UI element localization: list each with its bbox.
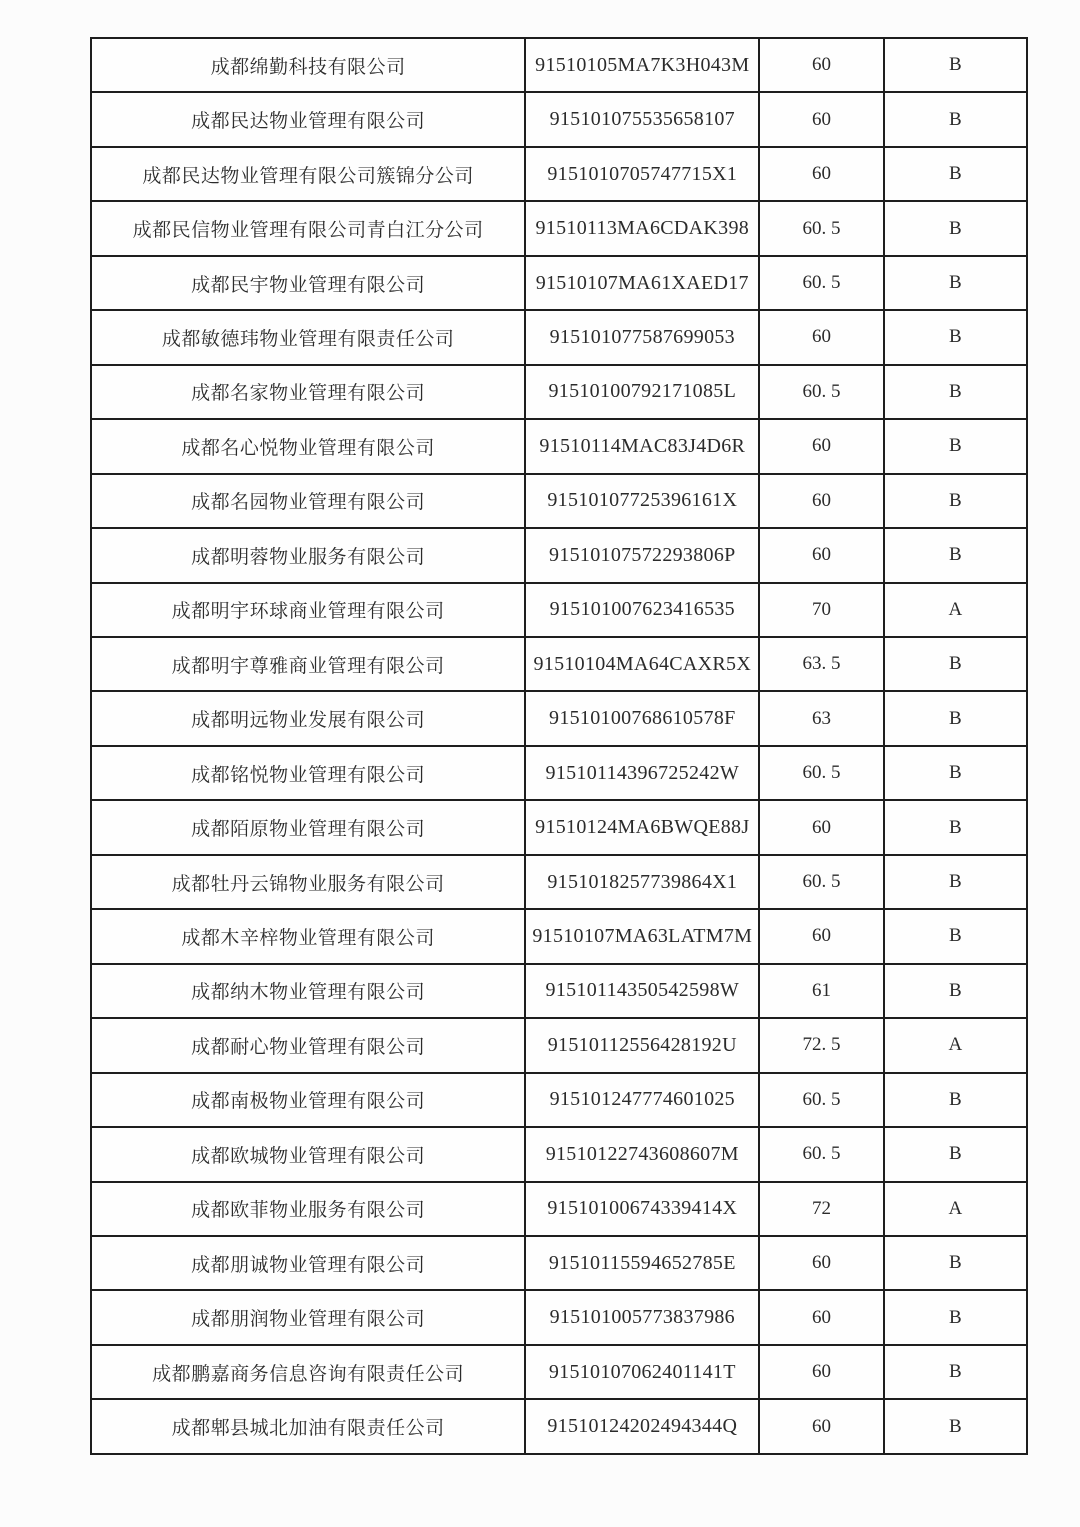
company-name-cell: 成都耐心物业管理有限公司 [91,1018,525,1072]
company-name-cell: 成都民达物业管理有限公司 [91,92,525,146]
score-cell: 70 [759,583,883,637]
credit-code-cell: 91510104MA64CAXR5X [525,637,759,691]
grade-cell: B [884,855,1027,909]
grade-cell: B [884,528,1027,582]
credit-code-cell: 91510115594652785E [525,1236,759,1290]
grade-cell: B [884,800,1027,854]
table-row [91,691,1027,745]
company-name-cell: 成都名心悦物业管理有限公司 [91,419,525,473]
grade-cell: B [884,310,1027,364]
score-cell: 60 [759,909,883,963]
table-row [91,746,1027,800]
score-cell: 60 [759,474,883,528]
grade-cell: B [884,256,1027,310]
table-row [91,1127,1027,1181]
table-row [91,256,1027,310]
grade-cell: B [884,909,1027,963]
table-row [91,528,1027,582]
table-row [91,800,1027,854]
company-name-cell: 成都纳木物业管理有限公司 [91,964,525,1018]
company-name-cell: 成都绵勤科技有限公司 [91,38,525,92]
table-row [91,38,1027,92]
score-cell: 60 [759,419,883,473]
grade-cell: B [884,1345,1027,1399]
credit-code-cell: 91510107725396161X [525,474,759,528]
score-cell: 60 [759,147,883,201]
table-row [91,964,1027,1018]
grade-cell: B [884,474,1027,528]
credit-code-cell: 91510100768610578F [525,691,759,745]
credit-code-cell: 91510124202494344Q [525,1399,759,1454]
company-name-cell: 成都木辛梓物业管理有限公司 [91,909,525,963]
table-row [91,92,1027,146]
grade-cell: B [884,419,1027,473]
table-row [91,1018,1027,1072]
grade-cell: B [884,746,1027,800]
score-cell: 60 [759,800,883,854]
credit-code-cell: 91510107062401141T [525,1345,759,1399]
company-name-cell: 成都欧城物业管理有限公司 [91,1127,525,1181]
table-row [91,1073,1027,1127]
credit-code-cell: 91510113MA6CDAK398 [525,201,759,255]
credit-code-cell: 915101247774601025 [525,1073,759,1127]
table-row [91,201,1027,255]
table-row [91,147,1027,201]
table-row [91,583,1027,637]
company-name-cell: 成都朋诚物业管理有限公司 [91,1236,525,1290]
company-name-cell: 成都明蓉物业服务有限公司 [91,528,525,582]
table-row [91,310,1027,364]
grade-cell: B [884,92,1027,146]
company-name-cell: 成都民宇物业管理有限公司 [91,256,525,310]
grade-cell: B [884,1236,1027,1290]
grade-cell: B [884,1290,1027,1344]
company-rating-table-body [91,38,1027,1454]
score-cell: 72. 5 [759,1018,883,1072]
score-cell: 60 [759,1399,883,1454]
company-name-cell: 成都南极物业管理有限公司 [91,1073,525,1127]
credit-code-cell: 91510124MA6BWQE88J [525,800,759,854]
company-name-cell: 成都名园物业管理有限公司 [91,474,525,528]
grade-cell: B [884,201,1027,255]
table-row [91,1399,1027,1454]
score-cell: 63 [759,691,883,745]
credit-code-cell: 915101007623416535 [525,583,759,637]
company-name-cell: 成都陌原物业管理有限公司 [91,800,525,854]
grade-cell: B [884,1127,1027,1181]
company-name-cell: 成都铭悦物业管理有限公司 [91,746,525,800]
table-row [91,365,1027,419]
credit-code-cell: 91510107572293806P [525,528,759,582]
grade-cell: B [884,365,1027,419]
score-cell: 60 [759,38,883,92]
company-name-cell: 成都朋润物业管理有限公司 [91,1290,525,1344]
company-name-cell: 成都民信物业管理有限公司青白江分公司 [91,201,525,255]
company-name-cell: 成都明宇环球商业管理有限公司 [91,583,525,637]
company-name-cell: 成都明远物业发展有限公司 [91,691,525,745]
score-cell: 63. 5 [759,637,883,691]
grade-cell: B [884,1073,1027,1127]
credit-code-cell: 91510122743608607M [525,1127,759,1181]
score-cell: 72 [759,1182,883,1236]
company-name-cell: 成都名家物业管理有限公司 [91,365,525,419]
grade-cell: B [884,1399,1027,1454]
credit-code-cell: 915101077587699053 [525,310,759,364]
score-cell: 60. 5 [759,1073,883,1127]
credit-code-cell: 91510100792171085L [525,365,759,419]
score-cell: 60 [759,1345,883,1399]
score-cell: 60. 5 [759,855,883,909]
company-name-cell: 成都牡丹云锦物业服务有限公司 [91,855,525,909]
company-name-cell: 成都郫县城北加油有限责任公司 [91,1399,525,1454]
table-row [91,855,1027,909]
credit-code-cell: 91510100674339414X [525,1182,759,1236]
credit-code-cell: 915101075535658107 [525,92,759,146]
grade-cell: B [884,964,1027,1018]
table-row [91,637,1027,691]
score-cell: 60. 5 [759,365,883,419]
credit-code-cell: 91510105MA7K3H043M [525,38,759,92]
credit-code-cell: 91510114396725242W [525,746,759,800]
score-cell: 60. 5 [759,746,883,800]
grade-cell: B [884,147,1027,201]
credit-code-cell: 91510107MA63LATM7M [525,909,759,963]
table-row [91,1290,1027,1344]
grade-cell: A [884,1018,1027,1072]
score-cell: 60 [759,1236,883,1290]
grade-cell: B [884,691,1027,745]
table-row [91,474,1027,528]
score-cell: 60 [759,528,883,582]
credit-code-cell: 9151010705747715X1 [525,147,759,201]
credit-code-cell: 9151018257739864X1 [525,855,759,909]
company-name-cell: 成都欧菲物业服务有限公司 [91,1182,525,1236]
company-name-cell: 成都明宇尊雅商业管理有限公司 [91,637,525,691]
score-cell: 60 [759,92,883,146]
score-cell: 60. 5 [759,256,883,310]
grade-cell: B [884,38,1027,92]
credit-code-cell: 91510107MA61XAED17 [525,256,759,310]
score-cell: 61 [759,964,883,1018]
company-name-cell: 成都敏德玮物业管理有限责任公司 [91,310,525,364]
table-row [91,1182,1027,1236]
credit-code-cell: 91510112556428192U [525,1018,759,1072]
credit-code-cell: 915101005773837986 [525,1290,759,1344]
credit-code-cell: 91510114MAC83J4D6R [525,419,759,473]
grade-cell: B [884,637,1027,691]
company-name-cell: 成都民达物业管理有限公司簇锦分公司 [91,147,525,201]
score-cell: 60 [759,310,883,364]
score-cell: 60. 5 [759,201,883,255]
company-rating-table [90,37,1028,1455]
table-row [91,1345,1027,1399]
table-row [91,1236,1027,1290]
credit-code-cell: 91510114350542598W [525,964,759,1018]
score-cell: 60. 5 [759,1127,883,1181]
company-name-cell: 成都鹏嘉商务信息咨询有限责任公司 [91,1345,525,1399]
grade-cell: A [884,1182,1027,1236]
grade-cell: A [884,583,1027,637]
score-cell: 60 [759,1290,883,1344]
table-row [91,419,1027,473]
table-row [91,909,1027,963]
